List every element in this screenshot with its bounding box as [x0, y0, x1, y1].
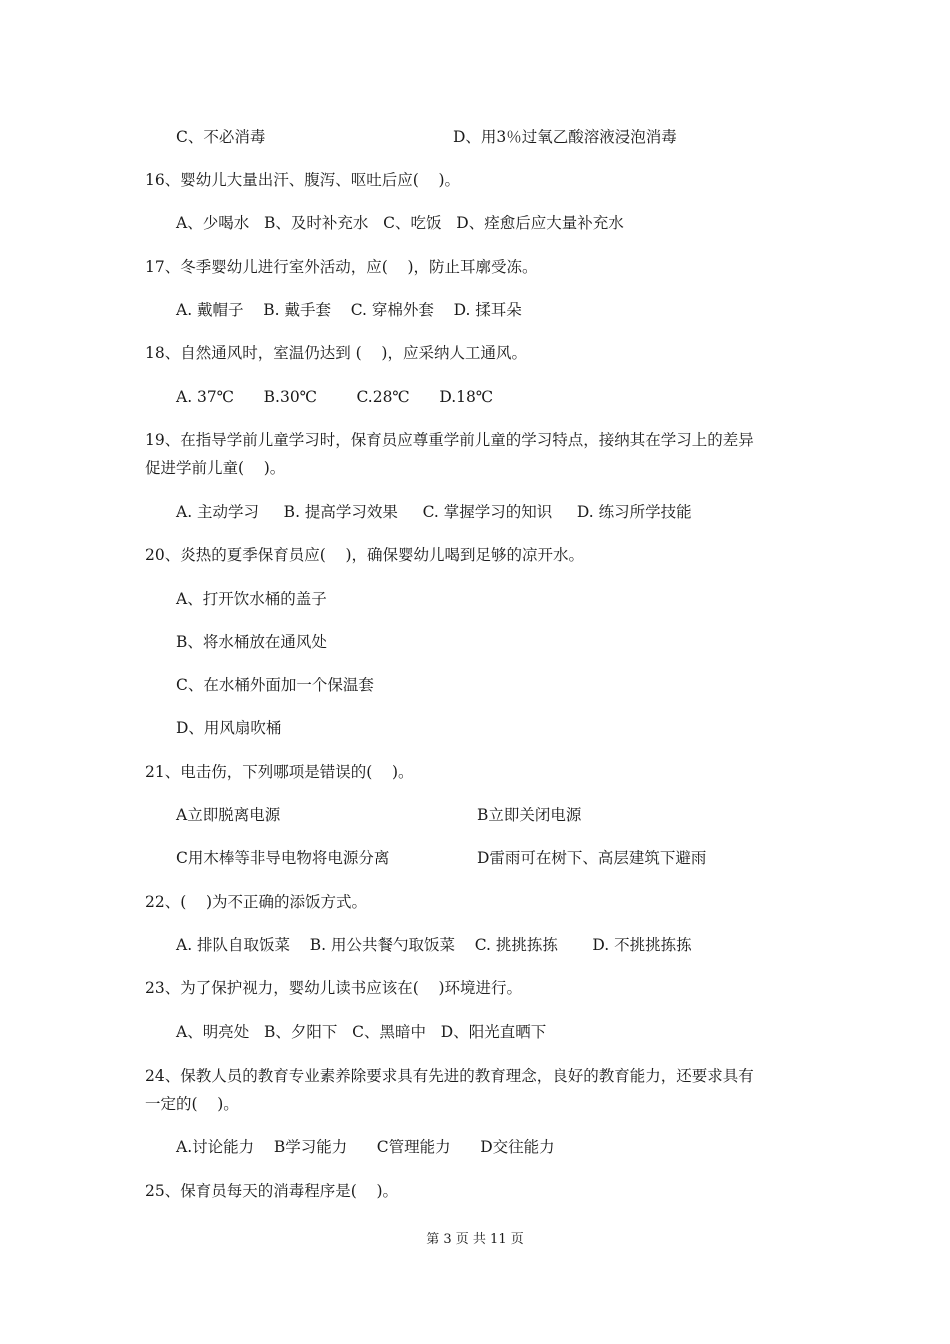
q20-option-b: B、将水桶放在通风处 [176, 633, 327, 651]
question-21: 21、电击伤，下列哪项是错误的( )。 [145, 763, 414, 781]
q21-option-c: C用木棒等非导电物将电源分离 [176, 849, 390, 867]
question-16: 16、婴幼儿大量出汗、腹泻、呕吐后应( )。 [145, 171, 461, 189]
q19-options: A. 主动学习 B. 提高学习效果 C. 掌握学习的知识 D. 练习所学技能 [176, 503, 692, 521]
q16-options: A、少喝水 B、及时补充水 C、吃饭 D、痊愈后应大量补充水 [176, 214, 624, 232]
question-19-line-2: 促进学前儿童( )。 [145, 459, 286, 477]
q22-options: A. 排队自取饭菜 B. 用公共餐勺取饭菜 C. 挑挑拣拣 D. 不挑挑拣拣 [176, 936, 692, 954]
q21-option-b: B立即关闭电源 [477, 806, 582, 824]
question-20: 20、炎热的夏季保育员应( )，确保婴幼儿喝到足够的凉开水。 [145, 546, 585, 564]
q15-option-c: C、不必消毒 [176, 128, 266, 146]
q18-options: A. 37℃ B.30℃ C.28℃ D.18℃ [176, 388, 494, 406]
page-footer: 第 3 页 共 11 页 [426, 1232, 524, 1247]
question-24-line-1: 24、保教人员的教育专业素养除要求具有先进的教育理念，良好的教育能力，还要求具有 [145, 1067, 754, 1085]
question-17: 17、冬季婴幼儿进行室外活动，应( )，防止耳廓受冻。 [145, 258, 538, 276]
question-23: 23、为了保护视力，婴幼儿读书应该在( )环境进行。 [145, 979, 523, 997]
q17-options: A. 戴帽子 B. 戴手套 C. 穿棉外套 D. 揉耳朵 [176, 301, 522, 319]
q24-options: A.讨论能力 B学习能力 C管理能力 D交往能力 [176, 1138, 555, 1156]
question-19-line-1: 19、在指导学前儿童学习时，保育员应尊重学前儿童的学习特点，接纳其在学习上的差异 [145, 431, 754, 449]
q21-option-d: D雷雨可在树下、高层建筑下避雨 [477, 849, 707, 867]
q20-option-c: C、在水桶外面加一个保温套 [176, 676, 374, 694]
q21-option-a: A立即脱离电源 [176, 806, 281, 824]
question-22: 22、( )为不正确的添饭方式。 [145, 893, 368, 911]
question-18: 18、自然通风时，室温仍达到 ( )，应采纳人工通风。 [145, 344, 527, 362]
question-24-line-2: 一定的( )。 [145, 1095, 239, 1113]
q15-option-d: D、用3％过氧乙酸溶液浸泡消毒 [453, 128, 677, 146]
question-25: 25、保育员每天的消毒程序是( )。 [145, 1182, 399, 1200]
q23-options: A、明亮处 B、夕阳下 C、黑暗中 D、阳光直晒下 [176, 1023, 547, 1041]
q20-option-d: D、用风扇吹桶 [176, 719, 282, 737]
q20-option-a: A、打开饮水桶的盖子 [176, 590, 327, 608]
